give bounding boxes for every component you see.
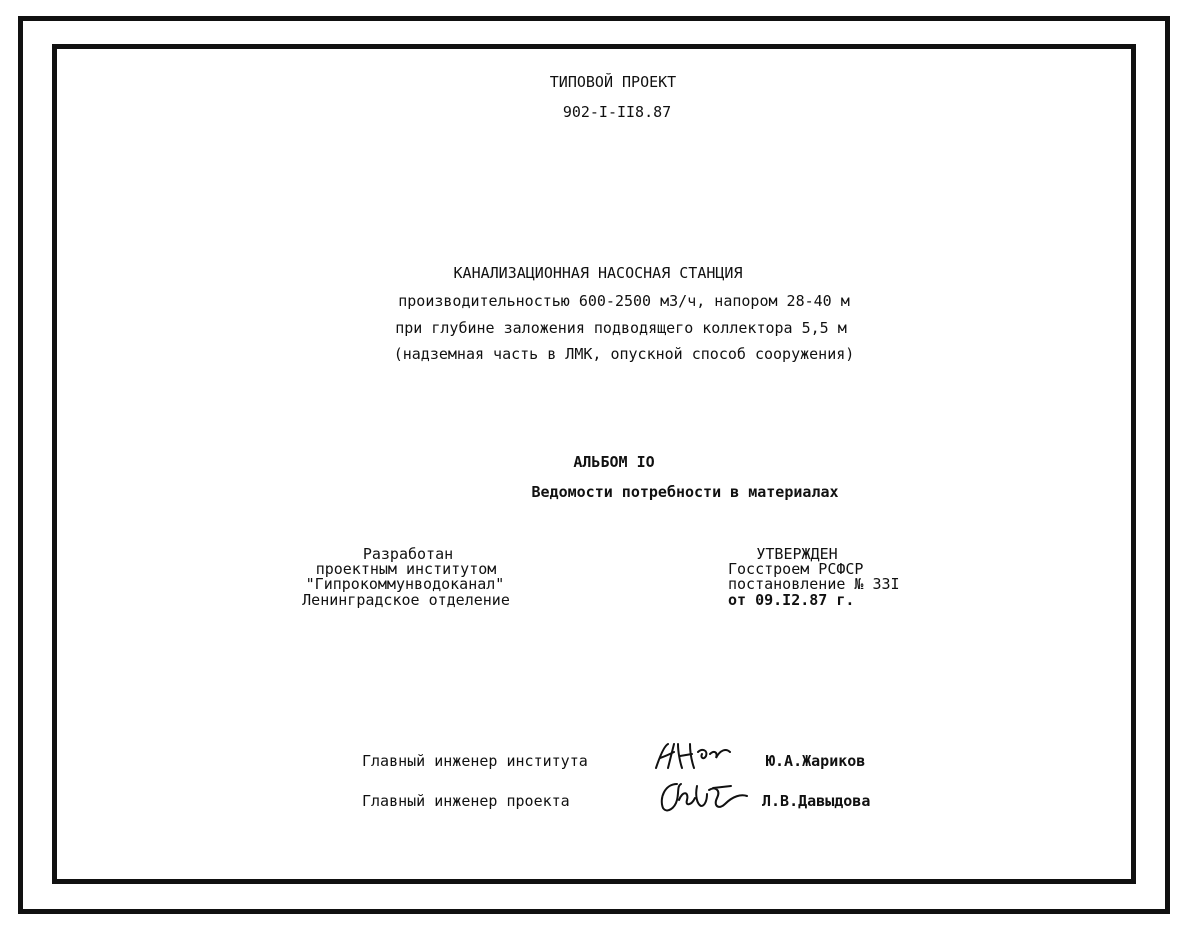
station-depth: при глубине заложения подводящего коллектора 5,5 м (395, 319, 847, 337)
approved-authority: Госстроем РСФСР (728, 560, 864, 578)
approved-label: УТВЕРЖДЕН (756, 545, 838, 563)
developed-label: Разработан (362, 545, 454, 563)
album-label: АЛЬБОМ IO (573, 453, 655, 471)
station-title: КАНАЛИЗАЦИОННАЯ НАСОСНАЯ СТАНЦИЯ (453, 264, 743, 282)
project-number: 902-I-II8.87 (562, 103, 672, 121)
handwritten-signature-1 (650, 738, 770, 772)
signature-name-project: Л.В.Давыдова (762, 792, 871, 810)
signature-role-institute: Главный инженер института (362, 752, 588, 770)
developed-institute-name: "Гипрокоммунводоканал" (305, 575, 505, 593)
station-construction-note: (надземная часть в ЛМК, опускной способ сооружения) (393, 345, 855, 363)
album-subtitle: Ведомости потребности в материалах (531, 483, 839, 501)
developed-branch: Ленинградское отделение (302, 591, 510, 609)
approved-date: от 09.I2.87 г. (728, 591, 855, 609)
handwritten-signature-2 (655, 776, 765, 816)
signature-name-institute: Ю.А.Жариков (766, 752, 866, 770)
approved-decree: постановление № 33I (728, 575, 900, 593)
developed-institute: проектным институтом (315, 560, 497, 578)
signature-role-project: Главный инженер проекта (362, 792, 570, 810)
project-type-heading: ТИПОВОЙ ПРОЕКТ (549, 73, 677, 91)
station-capacity: производительностью 600-2500 м3/ч, напором 28-40 м (398, 292, 850, 310)
